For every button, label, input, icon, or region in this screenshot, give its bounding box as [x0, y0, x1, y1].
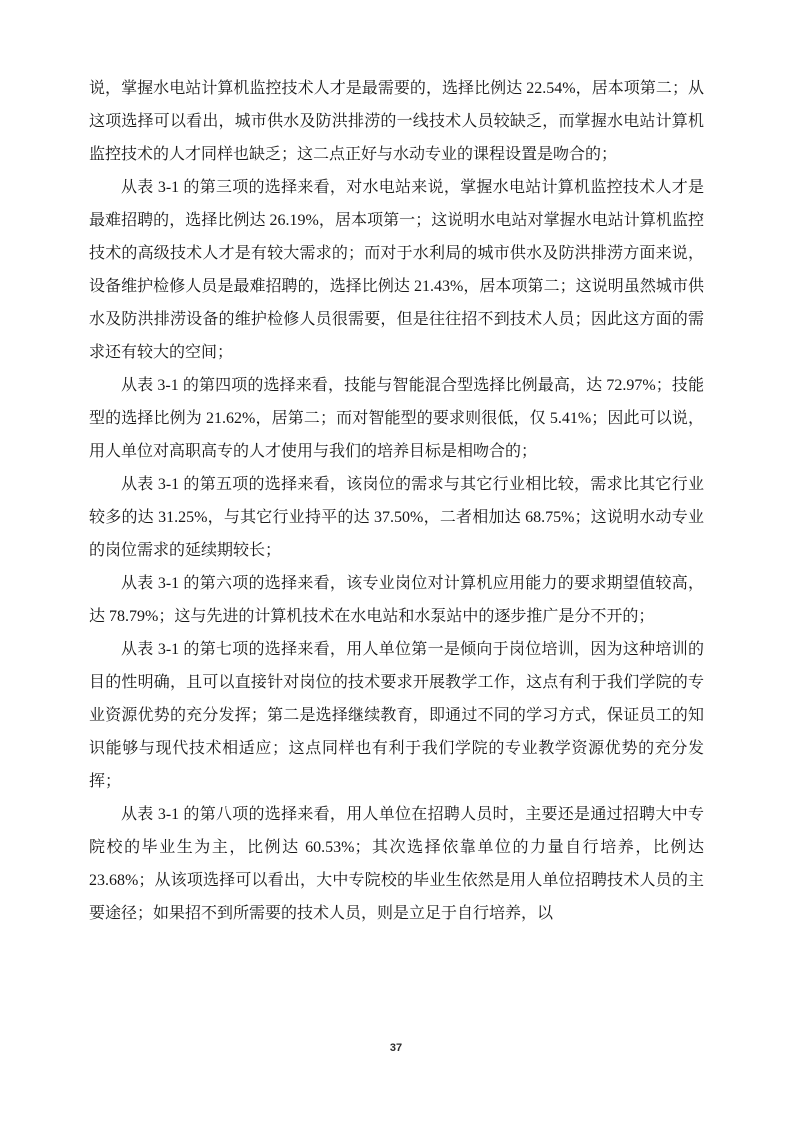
paragraph-table3-1-item4: 从表 3-1 的第四项的选择来看，技能与智能混合型选择比例最高，达 72.97%；技能型的选择比例为 21.62%，居第二；而对智能型的要求则很低，仅 5.41%；因此可以说，用人单位对高职高专的人才使用与我们的培养目标是相吻合的；	[89, 377, 704, 460]
paragraph-table3-1-item3: 从表 3-1 的第三项的选择来看，对水电站来说，掌握水电站计算机监控技术人才是最难招聘的，选择比例达 26.19%，居本项第一；这说明水电站对掌握水电站计算机监控技术的高级技术人才是有较大需求的；而对于水利局的城市供水及防洪排涝方面来说，设备维护检修人员是最难招聘的，选择比例达 21.43%，居本项第二；这说明虽然城市供水及防洪排涝设备的维护检修人员很需要，但是往往招不到技术人员；因此这方面的需求还有较大的空间；	[89, 179, 704, 361]
page-footer	[0, 1038, 792, 1056]
paragraph-table3-1-item5: 从表 3-1 的第五项的选择来看，该岗位的需求与其它行业相比较，需求比其它行业较多的达 31.25%，与其它行业持平的达 37.50%，二者相加达 68.75%；这说明水动专业的岗位需求的延续期较长；	[89, 476, 704, 559]
paragraph-table3-1-item7: 从表 3-1 的第七项的选择来看，用人单位第一是倾向于岗位培训，因为这种培训的目的性明确，且可以直接针对岗位的技术要求开展教学工作，这点有利于我们学院的专业资源优势的充分发挥；第二是选择继续教育，即通过不同的学习方式，保证员工的知识能够与现代技术相适应；这点同样也有利于我们学院的专业教学资源优势的充分发挥；	[89, 641, 704, 790]
page-number: 37	[389, 1042, 403, 1054]
body-text	[89, 72, 704, 930]
paragraph-table3-1-item6: 从表 3-1 的第六项的选择来看，该专业岗位对计算机应用能力的要求期望值较高，达 78.79%；这与先进的计算机技术在水电站和水泵站中的逐步推广是分不开的；	[89, 575, 704, 625]
paragraph-continuation: 说，掌握水电站计算机监控技术人才是最需要的，选择比例达 22.54%，居本项第二；从这项选择可以看出，城市供水及防洪排涝的一线技术人员较缺乏，而掌握水电站计算机监控技术的人才同样也缺乏；这二点正好与水动专业的课程设置是吻合的；	[89, 80, 704, 163]
paragraph-table3-1-item8: 从表 3-1 的第八项的选择来看，用人单位在招聘人员时，主要还是通过招聘大中专院校的毕业生为主，比例达 60.53%；其次选择依靠单位的力量自行培养，比例达 23.68%；从该项选择可以看出，大中专院校的毕业生依然是用人单位招聘技术人员的主要途径；如果招不到所需要的技术人员，则是立足于自行培养，以	[89, 806, 704, 922]
